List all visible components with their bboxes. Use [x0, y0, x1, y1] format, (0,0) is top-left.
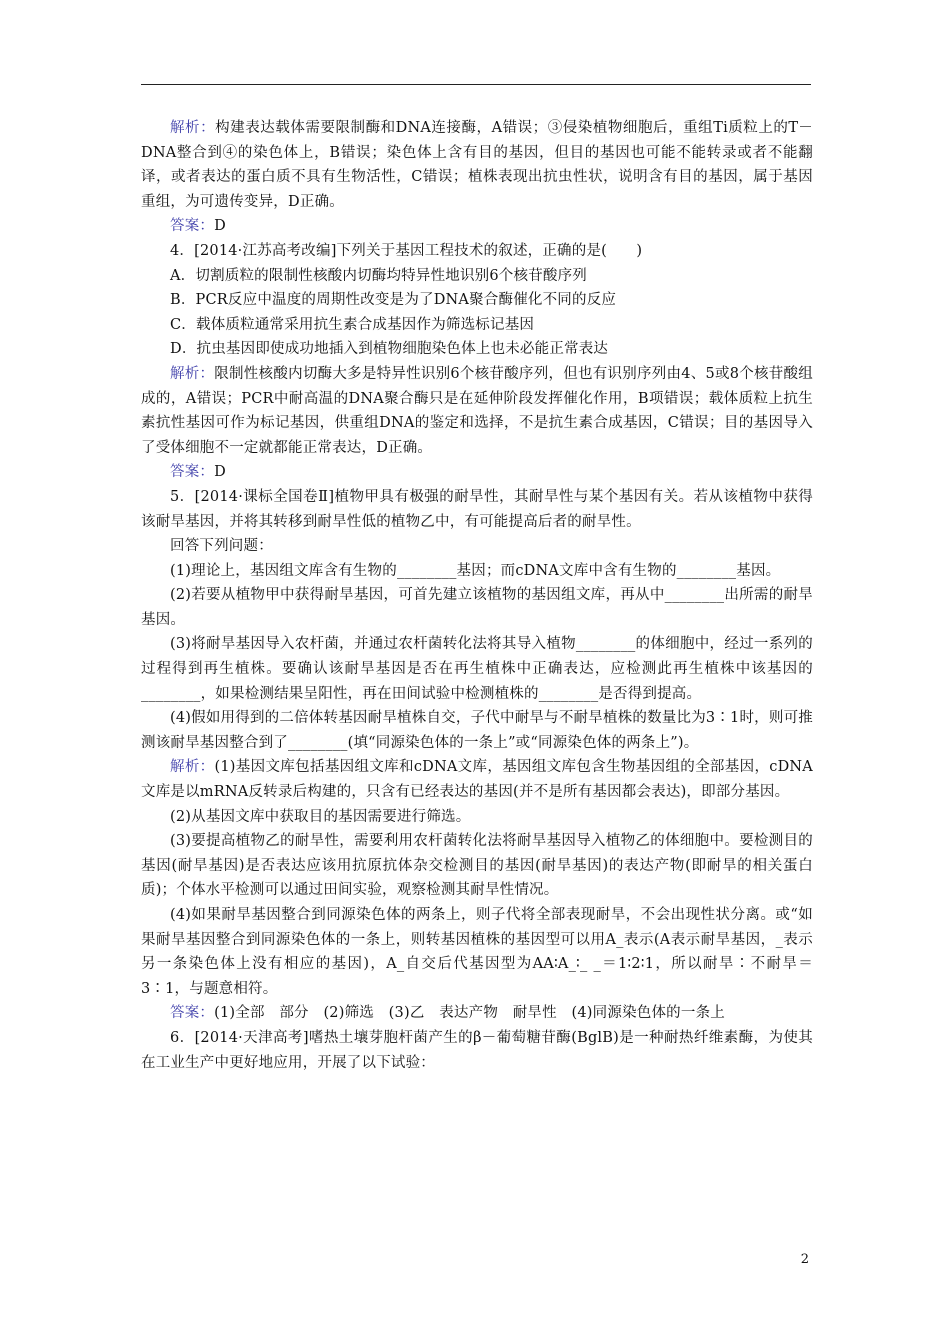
paragraph [141, 1001, 813, 1026]
option-d: D．抗虫基因即使成功地插入到植物细胞染色体上也未必能正常表达 [170, 341, 609, 358]
sub-question-2: (2)若要从植物甲中获得耐旱基因，可首先建立该植物的基因组文库，再从中________出所需的耐旱基因。 [141, 587, 813, 628]
question-5-stem: 5．[2014·课标全国卷Ⅱ]植物甲具有极强的耐旱性，其耐旱性与某个基因有关。若从该植物中获得该耐旱基因，并将其转移到耐旱性低的植物乙中，有可能提高后者的耐旱性。 [141, 488, 813, 530]
answer-label: 答案： [170, 464, 215, 481]
sub-question-3: (3)将耐旱基因导入农杆菌，并通过农杆菌转化法将其导入植物________的体细胞中，经过一系列的过程得到再生植株。要确认该耐旱基因是否在再生植株中正确表达，应检测此再生植株中该基因的________，如果检测结果呈阳性，再在田间试验中检测植株的________是否得到提高。 [141, 636, 813, 702]
analysis-label: 解析： [170, 759, 215, 776]
paragraph-text: (1)全部 部分 (2)筛选 (3)乙 表达产物 耐旱性 (4)同源染色体的一条上 [214, 1005, 725, 1022]
paragraph-text: (1)基因文库包括基因组文库和cDNA文库，基因组文库包含生物基因组的全部基因，cDNA文库是以mRNA反转录后构建的，只含有已经表达的基因(并不是所有基因都会表达)，即部分基因。 [141, 759, 813, 801]
page-number: 2 [800, 1252, 809, 1267]
sub-question-1: (1)理论上，基因组文库含有生物的________基因；而cDNA文库中含有生物的________基因。 [170, 562, 781, 579]
analysis-label: 解析： [170, 365, 215, 382]
analysis-part-2: (2)从基因文库中获取目的基因需要进行筛选。 [170, 808, 471, 825]
question-6-stem: 6．[2014·天津高考]嗜热土壤芽胞杆菌产生的β－葡萄糖苷酶(BglB)是一种耐热纤维素酶，为使其在工业生产中更好地应用，开展了以下试验： [141, 1029, 813, 1071]
paragraph [141, 214, 813, 239]
option-c: C．载体质粒通常采用抗生素合成基因作为筛选标记基因 [170, 316, 535, 333]
option-a: A．切割质粒的限制性核酸内切酶均特异性地识别6个核苷酸序列 [170, 267, 587, 284]
paragraph [141, 460, 813, 485]
option-b: B．PCR反应中温度的周期性改变是为了DNA聚合酶催化不同的反应 [170, 292, 617, 309]
question-prompt: 回答下列问题： [170, 538, 273, 555]
paragraph [141, 755, 813, 804]
answer-label: 答案： [170, 1005, 215, 1022]
paragraph-text: 构建表达载体需要限制酶和DNA连接酶，A错误；③侵染植物细胞后，重组Ti质粒上的T－DNA整合到④的染色体上，B错误；染色体上含有目的基因，但目的基因也可能不能转录或者不能翻译，或者表达的蛋白质不具有生物活性，C错误；植株表现出抗虫性状，说明含有目的基因，属于基因重组，为可遗传变异，D正确。 [141, 120, 813, 210]
question-4-stem: 4．[2014·江苏高考改编]下列关于基因工程技术的叙述，正确的是( ) [170, 242, 643, 259]
paragraph-text: D [214, 218, 226, 235]
analysis-label: 解析： [170, 120, 216, 136]
analysis-part-3: (3)要提高植物乙的耐旱性，需要利用农杆菌转化法将耐旱基因导入植物乙的体细胞中。要检测目的基因(耐旱基因)是否表达应该用抗原抗体杂交检测目的基因(耐旱基因)的表达产物(即耐旱的相关蛋白质)；个体水平检测可以通过田间实验，观察检测其耐旱性情况。 [141, 833, 813, 899]
paragraph-text: D [214, 464, 226, 481]
header-rule [141, 84, 811, 85]
answer-label: 答案： [170, 218, 215, 235]
paragraph [141, 362, 813, 460]
analysis-part-4: (4)如果耐旱基因整合到同源染色体的两条上，则子代将全部表现耐旱，不会出现性状分离。或“如果耐旱基因整合到同源染色体的一条上，则转基因植株的基因型可以用A_表示(A表示耐旱基因，_表示另一条染色体上没有相应的基因)，A_自交后代基因型为AA∶A_∶_ _＝1∶2∶1，所以耐旱∶不耐旱＝3∶1，与题意相符。 [141, 907, 813, 997]
sub-question-4: (4)假如用得到的二倍体转基因耐旱植株自交，子代中耐旱与不耐旱植株的数量比为3∶1时，则可推测该耐旱基因整合到了________(填“同源染色体的一条上”或“同源染色体的两条上”)。 [141, 710, 813, 751]
paragraph [141, 116, 813, 214]
document-body [141, 116, 813, 1075]
paragraph-text: 限制性核酸内切酶大多是特异性识别6个核苷酸序列，但也有识别序列由4、5或8个核苷酸组成的，A错误；PCR中耐高温的DNA聚合酶只是在延伸阶段发挥催化作用，B项错误；载体质粒上抗生素抗性基因可作为标记基因，供重组DNA的鉴定和选择，不是抗生素合成基因，C错误；目的基因导入了受体细胞不一定就都能正常表达，D正确。 [141, 365, 813, 456]
